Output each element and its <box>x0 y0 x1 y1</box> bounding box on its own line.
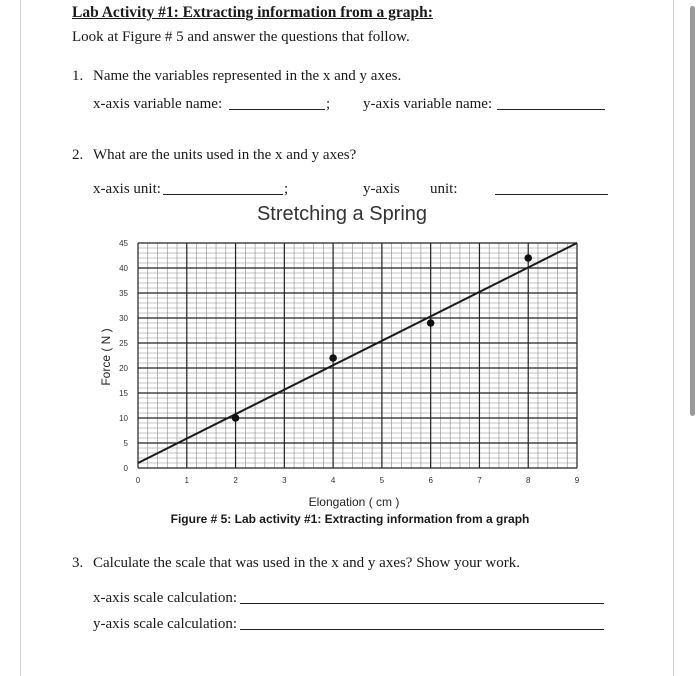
intro-text: Look at Figure # 5 and answer the questions that follow. <box>72 29 410 45</box>
y-tick-label: 45 <box>119 239 128 248</box>
x-tick-label: 8 <box>525 476 531 485</box>
y-tick-label: 20 <box>119 364 128 373</box>
y-tick-labels <box>119 239 128 473</box>
x-tick-label: 7 <box>477 476 482 485</box>
q3-number: 3. <box>72 555 84 571</box>
chart-title: Stretching a Spring <box>256 203 428 225</box>
q3-y-answer-field[interactable] <box>240 629 604 630</box>
x-tick-label: 2 <box>233 476 238 485</box>
x-tick-labels <box>136 476 580 485</box>
x-tick-label: 5 <box>379 476 385 485</box>
q2-x-separator: ; <box>284 181 289 197</box>
q1-x-separator: ; <box>326 96 331 112</box>
q2-text: What are the units used in the x and y axes? <box>93 147 357 163</box>
q1-y-label: y-axis variable name: <box>363 96 493 112</box>
q2-number: 2. <box>72 147 84 163</box>
q3-text: Calculate the scale that was used in the x and y axes? Show your work. <box>93 555 520 571</box>
q2-x-label: x-axis unit: <box>93 181 161 197</box>
q3-x-label: x-axis scale calculation: <box>93 590 238 606</box>
y-tick-label: 5 <box>123 439 128 448</box>
x-tick-label: 9 <box>574 476 580 485</box>
data-point <box>427 319 435 327</box>
x-tick-label: 1 <box>184 476 190 485</box>
data-point <box>232 414 240 422</box>
y-tick-label: 35 <box>119 289 128 298</box>
x-axis-label: Elongation ( cm ) <box>308 495 400 509</box>
q1-text: Name the variables represented in the x and y axes. <box>93 68 402 84</box>
q3-y-label: y-axis scale calculation: <box>93 616 238 632</box>
figure-caption: Figure # 5: Lab activity #1: Extracting information from a graph <box>170 512 530 526</box>
data-point <box>524 254 532 262</box>
y-tick-label: 0 <box>123 464 128 473</box>
page-title: Lab Activity #1: Extracting information from a graph: <box>72 4 433 21</box>
y-tick-label: 40 <box>119 264 128 273</box>
q3-x-answer-field[interactable] <box>240 603 604 604</box>
x-tick-label: 0 <box>135 476 141 485</box>
y-tick-label: 30 <box>119 314 128 323</box>
x-tick-label: 4 <box>330 476 336 485</box>
y-tick-label: 10 <box>119 414 128 423</box>
x-tick-label: 3 <box>282 476 287 485</box>
q1-number: 1. <box>72 68 84 84</box>
q2-y-label: y-axis <box>363 181 400 197</box>
data-point <box>329 354 337 362</box>
y-tick-label: 15 <box>119 389 128 398</box>
x-tick-label: 6 <box>428 476 433 485</box>
y-axis-label: Force ( N ) <box>99 328 113 386</box>
y-tick-label: 25 <box>119 339 128 348</box>
q1-x-label: x-axis variable name: <box>93 96 223 112</box>
q2-y-unit-label: unit: <box>430 181 458 197</box>
